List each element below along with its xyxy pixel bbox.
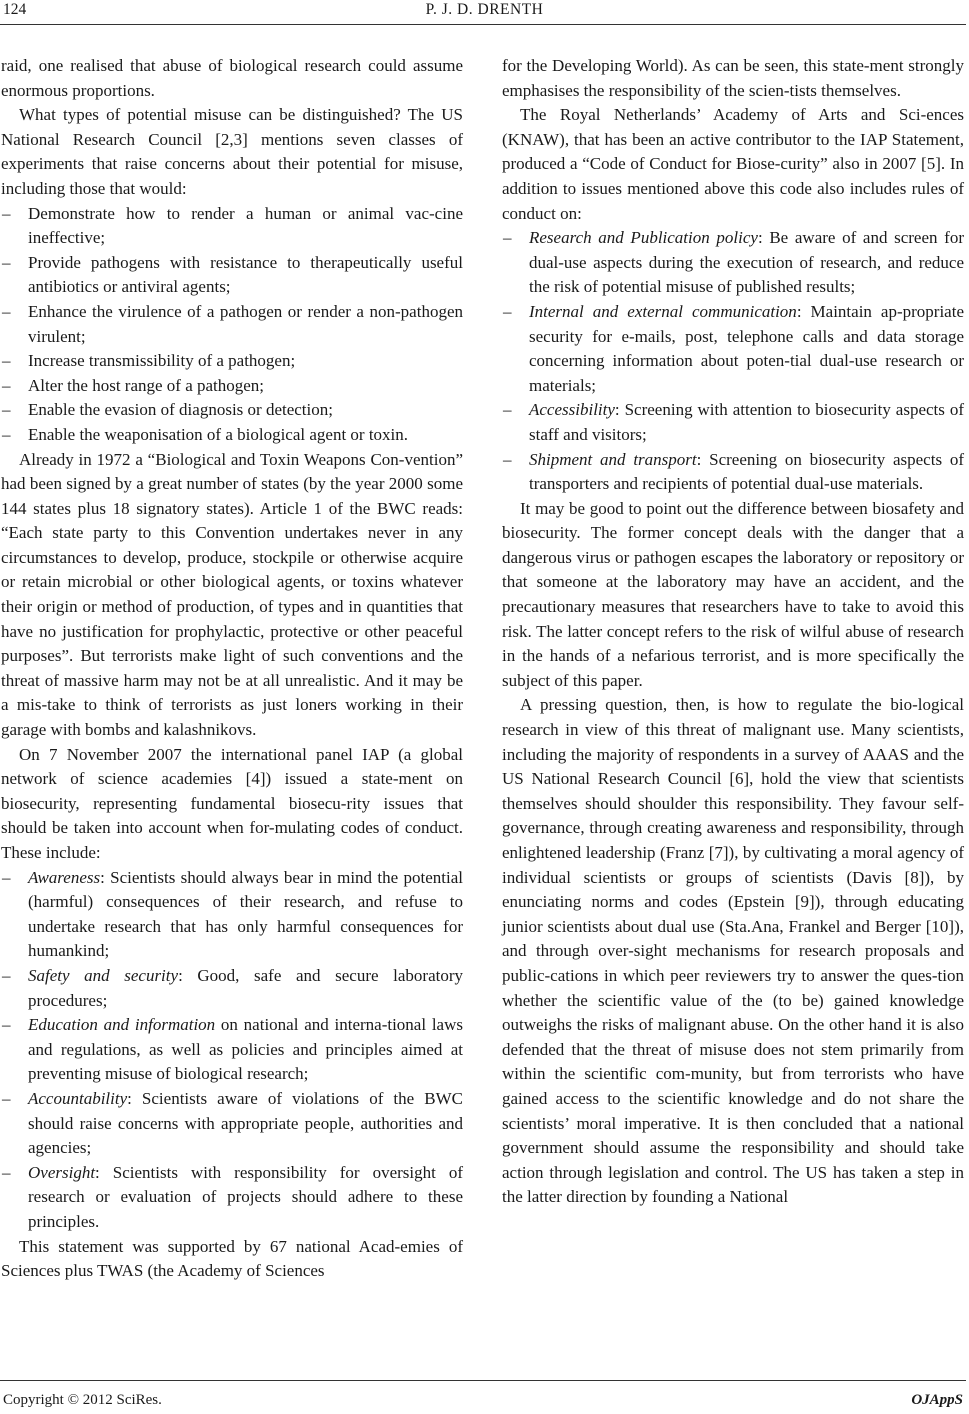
paragraph: A pressing question, then, is how to regulate the bio-logical research in view of this threat of malignant use. Many scientists, including the majority of respondents in a survey of AAAS and the US National Research Council [6], hold the view that scientists themselves should shoulder this responsibility. They favour self-governance, through creating awareness and responsibility, through enlightened leadership (Franz [7]), by cultivating a moral agency of individual scientists or groups of scientists (Davis [8]), by enunciating norms and codes (Epstein [9]), through educating junior scientists about dual use (Sta.Ana, Frankel and Berger [10]), and through over-sight mechanisms for research proposals and public-cations in which peer reviewers try to answer the ques-tion whether the scientific value of the (to be) gained knowledge outweighs the risks of malignant abuse. On the other hand it is also defended that the threat of misuse does not stem primarily from within the scientific com-munity, but from terrorists who have gained access to the scientific knowledge and do not share the scientists’ moral imperative. It is then concluded that a national government should assume the responsibility and should take action through legislation and control. The US has taken a step in the latter direction by founding a National (502, 695, 964, 1207)
list-item: – Increase transmissibility of a pathogen; (2, 351, 296, 371)
running-head: P. J. D. DRENTH (425, 1, 544, 18)
list-term: Safety and security (28, 965, 179, 985)
list-item: – Oversight: Scientists with responsibility for oversight of research or evaluation of projects should adhere to these principles. (2, 1162, 463, 1231)
paragraph: What types of potential misuse can be distinguished? The US National Research Council [2,3] mentions seven classes of experiments that raise concerns about their potential for misuse, including those that would: (1, 105, 463, 198)
paragraph: for the Developing World). As can be seen, this state-ment strongly emphasises the responsibility of the scien-tists themselves. (502, 56, 964, 100)
list-term: Oversight (28, 1162, 96, 1182)
iap-issues-list (1, 866, 463, 1235)
list-item: – Education and information on national and interna-tional laws and regulations, as well as policies and principles aimed at preventing misuse of biological research; (2, 1015, 463, 1084)
list-term: Research and Publication policy (529, 228, 758, 248)
list-item: – Internal and external communication: Maintain ap-propriate security for e-mails, post, telephone calls and data storage concerning information about poten-tial dual-use research or materials; (503, 301, 964, 395)
paragraph: It may be good to point out the difference between biosafety and biosecurity. The former concept deals with the danger that a dangerous virus or pathogen escapes the laboratory or repository or that someone at the laboratory may have an accident, and the precautionary measures that researchers have to take to avoid this risk. The latter concept refers to the risk of wilful abuse of research in the hands of a nefarious terrorist, and is more specifically the subject of this paper. (502, 498, 964, 690)
list-term: Accountability (28, 1088, 128, 1108)
list-item: – Accessibility: Screening with attention to biosecurity aspects of staff and visitors; (503, 400, 964, 444)
copyright-notice: Copyright © 2012 SciRes. (3, 1392, 162, 1408)
paragraph: The Royal Netherlands’ Academy of Arts and Sci-ences (KNAW), that has been an active contributor to the IAP Statement, produced a “Code of Conduct for Biose-curity” also in 2007 [5]. In addition to issues mentioned above this code also includes rules of conduct on: (502, 105, 964, 223)
header-divider (0, 24, 966, 25)
experiment-classes-list (1, 202, 463, 448)
list-term: Accessibility (529, 400, 615, 420)
list-item: – Enable the evasion of diagnosis or detection; (2, 400, 333, 420)
list-term: Shipment and transport (529, 449, 697, 469)
paragraph: raid, one realised that abuse of biological research could assume enormous proportions. (1, 56, 463, 100)
list-item: – Awareness: Scientists should always bear in mind the potential (harmful) consequences of their research, and refuse to undertake research that has only harmful consequences for humankind; (2, 867, 463, 961)
knaw-rules-list (502, 226, 964, 497)
footer-divider (0, 1380, 966, 1381)
left-column (1, 54, 463, 1284)
page-number: 124 (3, 1, 27, 18)
page-footer (0, 1380, 969, 1410)
list-item: – Shipment and transport: Screening on biosecurity aspects of transporters and recipients of potential dual-use materials. (503, 449, 964, 494)
list-term: Awareness (28, 867, 101, 887)
list-term: Education and information (28, 1015, 216, 1035)
list-item: – Enhance the virulence of a pathogen or render a non-pathogen virulent; (2, 301, 463, 346)
list-item: – Alter the host range of a pathogen; (2, 375, 265, 395)
right-column (502, 54, 964, 1210)
list-item: – Enable the weaponisation of a biological agent or toxin. (2, 424, 409, 444)
list-term: Internal and external communication (529, 301, 797, 321)
list-item: – Research and Publication policy: Be aware of and screen for dual-use aspects during the execution of research, and reduce the risk of potential misuse of published results; (503, 228, 965, 297)
paragraph: This statement was supported by 67 national Acad-emies of Sciences plus TWAS (the Academy of Sciences (1, 1236, 463, 1281)
list-item: – Accountability: Scientists aware of violations of the BWC should raise concerns with appropriate people, authorities and agencies; (2, 1088, 463, 1158)
page-header (0, 0, 969, 30)
paragraph: On 7 November 2007 the international panel IAP (a global network of science academies [4]) issued a state-ment on biosecurity, representing fundamental biosecu-rity issues that should be taken into account when for-mulating codes of conduct. These include: (1, 744, 463, 862)
journal-name: OJAppS (911, 1392, 963, 1408)
list-item: – Demonstrate how to render a human or animal vac-cine ineffective; (2, 203, 463, 248)
paragraph: Already in 1972 a “Biological and Toxin Weapons Con-vention” had been signed by a great number of states (by the year 2000 some 144 states plus 18 signatory states). Article 1 of the BWC reads: “Each state party to this Convention undertakes never in any circumstances to develop, produce, stockpile or otherwise acquire or retain microbial or other biological agents, or toxins whatever their origin or method of production, of types and in quantities that have no justification for prophylactic, protective or other peaceful purposes”. But terrorists make light of such conventions and the threat of massive harm may not be at all unrealistic. And it may be a mis-take to think of terrorists as just loners working in their garage with bombs and kalashnikovs. (1, 449, 463, 740)
list-item: – Safety and security: Good, safe and secure laboratory procedures; (2, 965, 464, 1010)
list-item: – Provide pathogens with resistance to therapeutically useful antibiotics or antiviral agents; (2, 252, 463, 297)
